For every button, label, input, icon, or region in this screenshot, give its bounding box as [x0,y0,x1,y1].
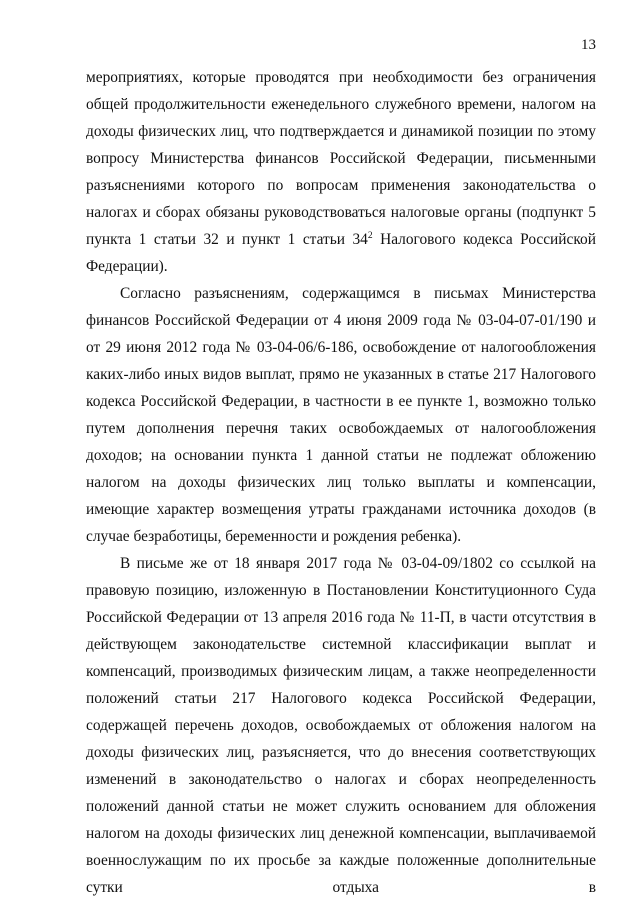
paragraph: В письме же от 18 января 2017 года № 03-04-09/1802 со ссылкой на правовую позицию, изложенную в Постановлении Конституционного Суда Российской Федерации от 13 апреля 2016 года № 11-П, в части отсутствия в действующем законодательстве системной классификации выплат и компенсаций, производимых физическим лицам, а также неопределенности положений статьи 217 Налогового кодекса Российской Федерации, содержащей перечень доходов, освобождаемых от обложения налогом на доходы физических лиц, разъясняется, что до внесения соответствующих изменений в законодательство о налогах и сборах неопределенность положений данной статьи не может служить основанием для обложения налогом на доходы физических лиц денежной компенсации, выплачиваемой военнослужащим по их просьбе за каждые положенные дополнительные сутки отдыха в [86,555,596,896]
article-superscript: 2 [367,231,373,241]
paragraph-text-end: Налогового кодекса Российской Федерации). [86,231,596,275]
paragraph-continuation [86,64,596,280]
page-number: 13 [581,37,596,53]
document-body [86,64,596,901]
paragraph: Согласно разъяснениям, содержащимся в письмах Министерства финансов Российской Федерации от 4 июня 2009 года № 03-04-07-01/190 и от 29 июня 2012 года № 03-04-06/6-186, освобождение от налогообложения каких-либо иных видов выплат, прямо не указанных в статье 217 Налогового кодекса Российской Федерации, в частности в ее пункте 1, возможно только путем дополнения перечня таких освобождаемых от налогообложения доходов; на основании пункта 1 данной статьи не подлежат обложению налогом на доходы физических лиц только выплаты и компенсации, имеющие характер возмещения утраты гражданами источника доходов (в случае безработицы, беременности и рождения ребенка). [86,285,596,545]
paragraph-text: мероприятиях, которые проводятся при необходимости без ограничения общей продолжительности еженедельного служебного времени, налогом на доходы физических лиц, что подтверждается и динамикой позиции по этому вопросу Министерства финансов Российской Федерации, письменными разъяснениями которого по вопросам применения законодательства о налогах и сборах обязаны руководствоваться налоговые органы (подпункт 5 пункта 1 статьи 32 и пункт 1 статьи 34 [86,69,596,248]
